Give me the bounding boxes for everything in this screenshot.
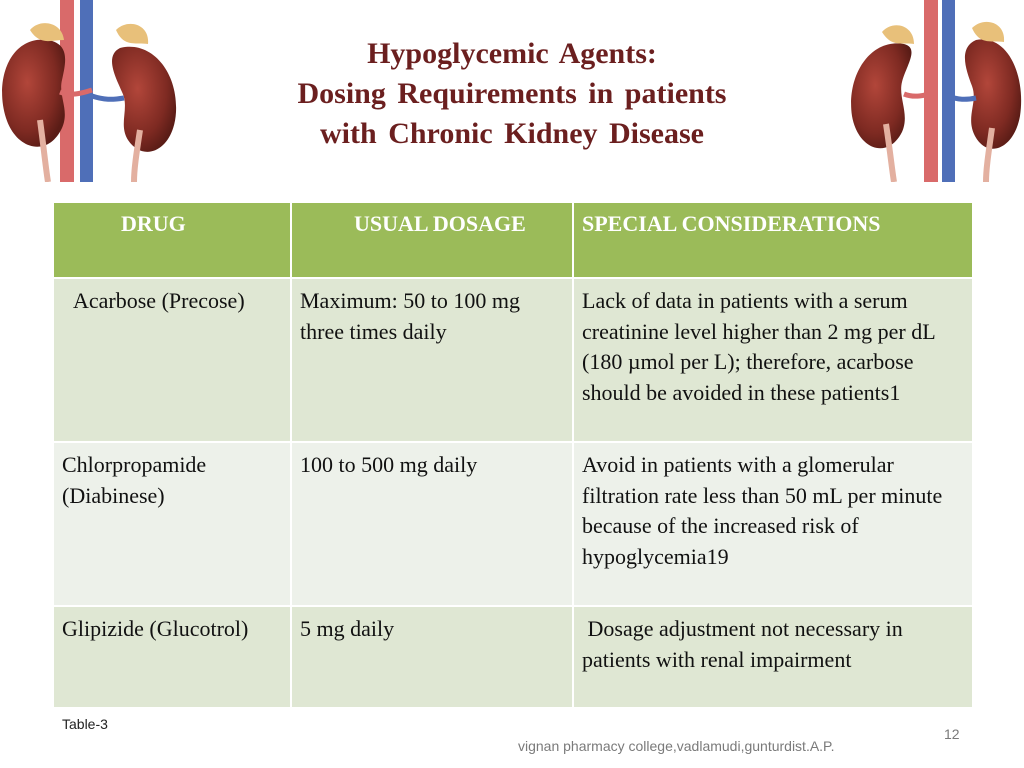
dosage-cell: 5 mg daily — [291, 606, 573, 708]
kidney-icon — [0, 0, 182, 182]
table-row — [53, 606, 973, 708]
title-line-1: Hypoglycemic Agents: — [367, 37, 657, 70]
table-header-row — [53, 202, 973, 278]
drug-cell: Glipizide (Glucotrol) — [53, 606, 291, 708]
header-drug: DRUG — [53, 202, 291, 278]
drug-cell: Chlorpropamide (Diabinese) — [53, 442, 291, 606]
header-special-considerations: SPECIAL CONSIDERATIONS — [573, 202, 973, 278]
header-usual-dosage: USUAL DOSAGE — [291, 202, 573, 278]
table-caption: Table-3 — [62, 716, 108, 732]
considerations-cell: Avoid in patients with a glomerular filtration rate less than 50 mL per minute because of the increased risk of hypoglycemia19 — [573, 442, 973, 606]
title-line-3: with Chronic Kidney Disease — [320, 117, 704, 150]
kidney-icon — [842, 0, 1024, 182]
dosage-cell: 100 to 500 mg daily — [291, 442, 573, 606]
page-number: 12 — [944, 726, 960, 742]
considerations-cell: Dosage adjustment not necessary in patients with renal impairment — [573, 606, 973, 708]
table-row — [53, 278, 973, 442]
institution-footer: vignan pharmacy college,vadlamudi,gunturdist.A.P. — [518, 738, 835, 754]
dosing-table — [52, 201, 974, 709]
considerations-cell: Lack of data in patients with a serum creatinine level higher than 2 mg per dL (180 µmol per L); therefore, acarbose should be avoided in these patients1 — [573, 278, 973, 442]
drug-cell: Acarbose (Precose) — [53, 278, 291, 442]
slide-title — [200, 34, 824, 154]
title-line-2: Dosing Requirements in patients — [297, 77, 727, 110]
dosage-cell: Maximum: 50 to 100 mg three times daily — [291, 278, 573, 442]
table-row — [53, 442, 973, 606]
